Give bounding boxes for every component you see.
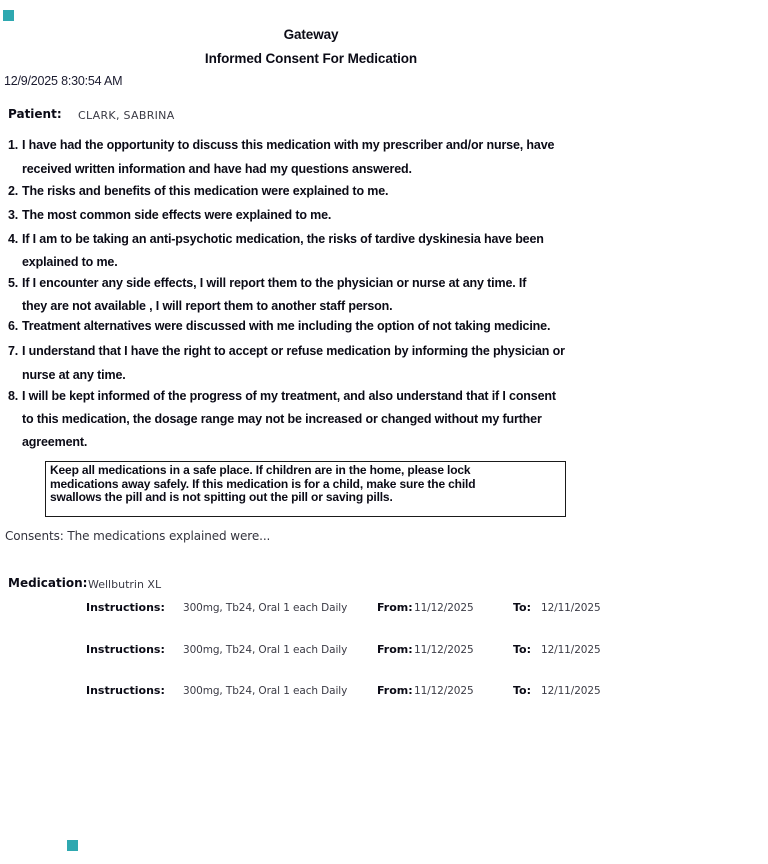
consent-item-7-line-1: 7. I understand that I have the right to accept or refuse medication by informing the physician or bbox=[8, 344, 565, 358]
from-date: 11/12/2025 bbox=[414, 644, 474, 656]
consent-item-number: 1. bbox=[8, 138, 19, 152]
from-label: From: bbox=[377, 684, 413, 697]
report-timestamp: 12/9/2025 8:30:54 AM bbox=[4, 74, 123, 88]
instruction-row bbox=[0, 601, 768, 617]
to-label: To: bbox=[513, 601, 531, 614]
from-label: From: bbox=[377, 601, 413, 614]
consent-item-6-line-1: 6. Treatment alternatives were discussed with me including the option of not taking medicine. bbox=[8, 319, 551, 333]
from-label: From: bbox=[377, 643, 413, 656]
page-marker-top bbox=[3, 10, 14, 21]
consent-item-number: 6. bbox=[8, 319, 19, 333]
medication-label: Medication: bbox=[8, 576, 88, 590]
to-date: 12/11/2025 bbox=[541, 602, 601, 614]
instruction-details: 300mg, Tb24, Oral 1 each Daily bbox=[183, 602, 348, 614]
patient-name: CLARK, SABRINA bbox=[78, 109, 175, 122]
medication-name: Wellbutrin XL bbox=[88, 578, 162, 591]
report-title: Informed Consent For Medication bbox=[204, 51, 418, 66]
consent-item-4-line-2: explained to me. bbox=[22, 255, 118, 269]
consent-item-5-line-2: they are not available , I will report them to another staff person. bbox=[22, 299, 393, 313]
from-date: 11/12/2025 bbox=[414, 685, 474, 697]
instructions-label: Instructions: bbox=[86, 684, 165, 697]
consent-item-8-line-2: to this medication, the dosage range may not be increased or changed without my further bbox=[22, 412, 542, 426]
safety-notice-line: medications away safely. If this medication is for a child, make sure the child bbox=[50, 476, 476, 491]
consent-item-number: 7. bbox=[8, 344, 19, 358]
page-marker-bottom bbox=[67, 840, 78, 851]
to-date: 12/11/2025 bbox=[541, 685, 601, 697]
safety-notice-line: Keep all medications in a safe place. If children are in the home, please lock bbox=[50, 463, 471, 477]
instruction-row bbox=[0, 643, 768, 659]
consent-item-1-line-1: 1. I have had the opportunity to discuss this medication with my prescriber and/or nurse, have bbox=[8, 138, 555, 152]
consent-item-4-line-1: 4. If I am to be taking an anti-psychotic medication, the risks of tardive dyskinesia have been bbox=[8, 232, 544, 246]
instructions-label: Instructions: bbox=[86, 601, 165, 614]
consent-item-3-line-1: 3. The most common side effects were explained to me. bbox=[8, 208, 332, 222]
consent-item-number: 2. bbox=[8, 184, 19, 198]
consent-item-number: 4. bbox=[8, 232, 19, 246]
instruction-details: 300mg, Tb24, Oral 1 each Daily bbox=[183, 685, 348, 697]
consent-item-number: 8. bbox=[8, 389, 19, 403]
consents-summary-text: Consents: The medications explained were... bbox=[5, 529, 271, 543]
instruction-row bbox=[0, 684, 768, 700]
consent-item-7-line-2: nurse at any time. bbox=[22, 368, 126, 382]
consent-item-2-line-1: 2. The risks and benefits of this medication were explained to me. bbox=[8, 184, 389, 198]
instruction-details: 300mg, Tb24, Oral 1 each Daily bbox=[183, 644, 348, 656]
to-label: To: bbox=[513, 643, 531, 656]
from-date: 11/12/2025 bbox=[414, 602, 474, 614]
report-org-title: Gateway bbox=[283, 27, 339, 42]
consent-item-1-line-2: received written information and have had my questions answered. bbox=[22, 162, 412, 176]
consent-item-5-line-1: 5. If I encounter any side effects, I will report them to the physician or nurse at any time. If bbox=[8, 276, 527, 290]
safety-notice-box bbox=[45, 461, 566, 517]
safety-notice-line: swallows the pill and is not spitting out the pill or saving pills. bbox=[50, 490, 393, 504]
to-date: 12/11/2025 bbox=[541, 644, 601, 656]
to-label: To: bbox=[513, 684, 531, 697]
consent-item-number: 3. bbox=[8, 208, 19, 222]
consent-item-8-line-3: agreement. bbox=[22, 435, 88, 449]
patient-label: Patient: bbox=[8, 107, 62, 121]
consent-item-8-line-1: 8. I will be kept informed of the progress of my treatment, and also understand that if I consent bbox=[8, 389, 556, 403]
instructions-label: Instructions: bbox=[86, 643, 165, 656]
consent-item-number: 5. bbox=[8, 276, 19, 290]
